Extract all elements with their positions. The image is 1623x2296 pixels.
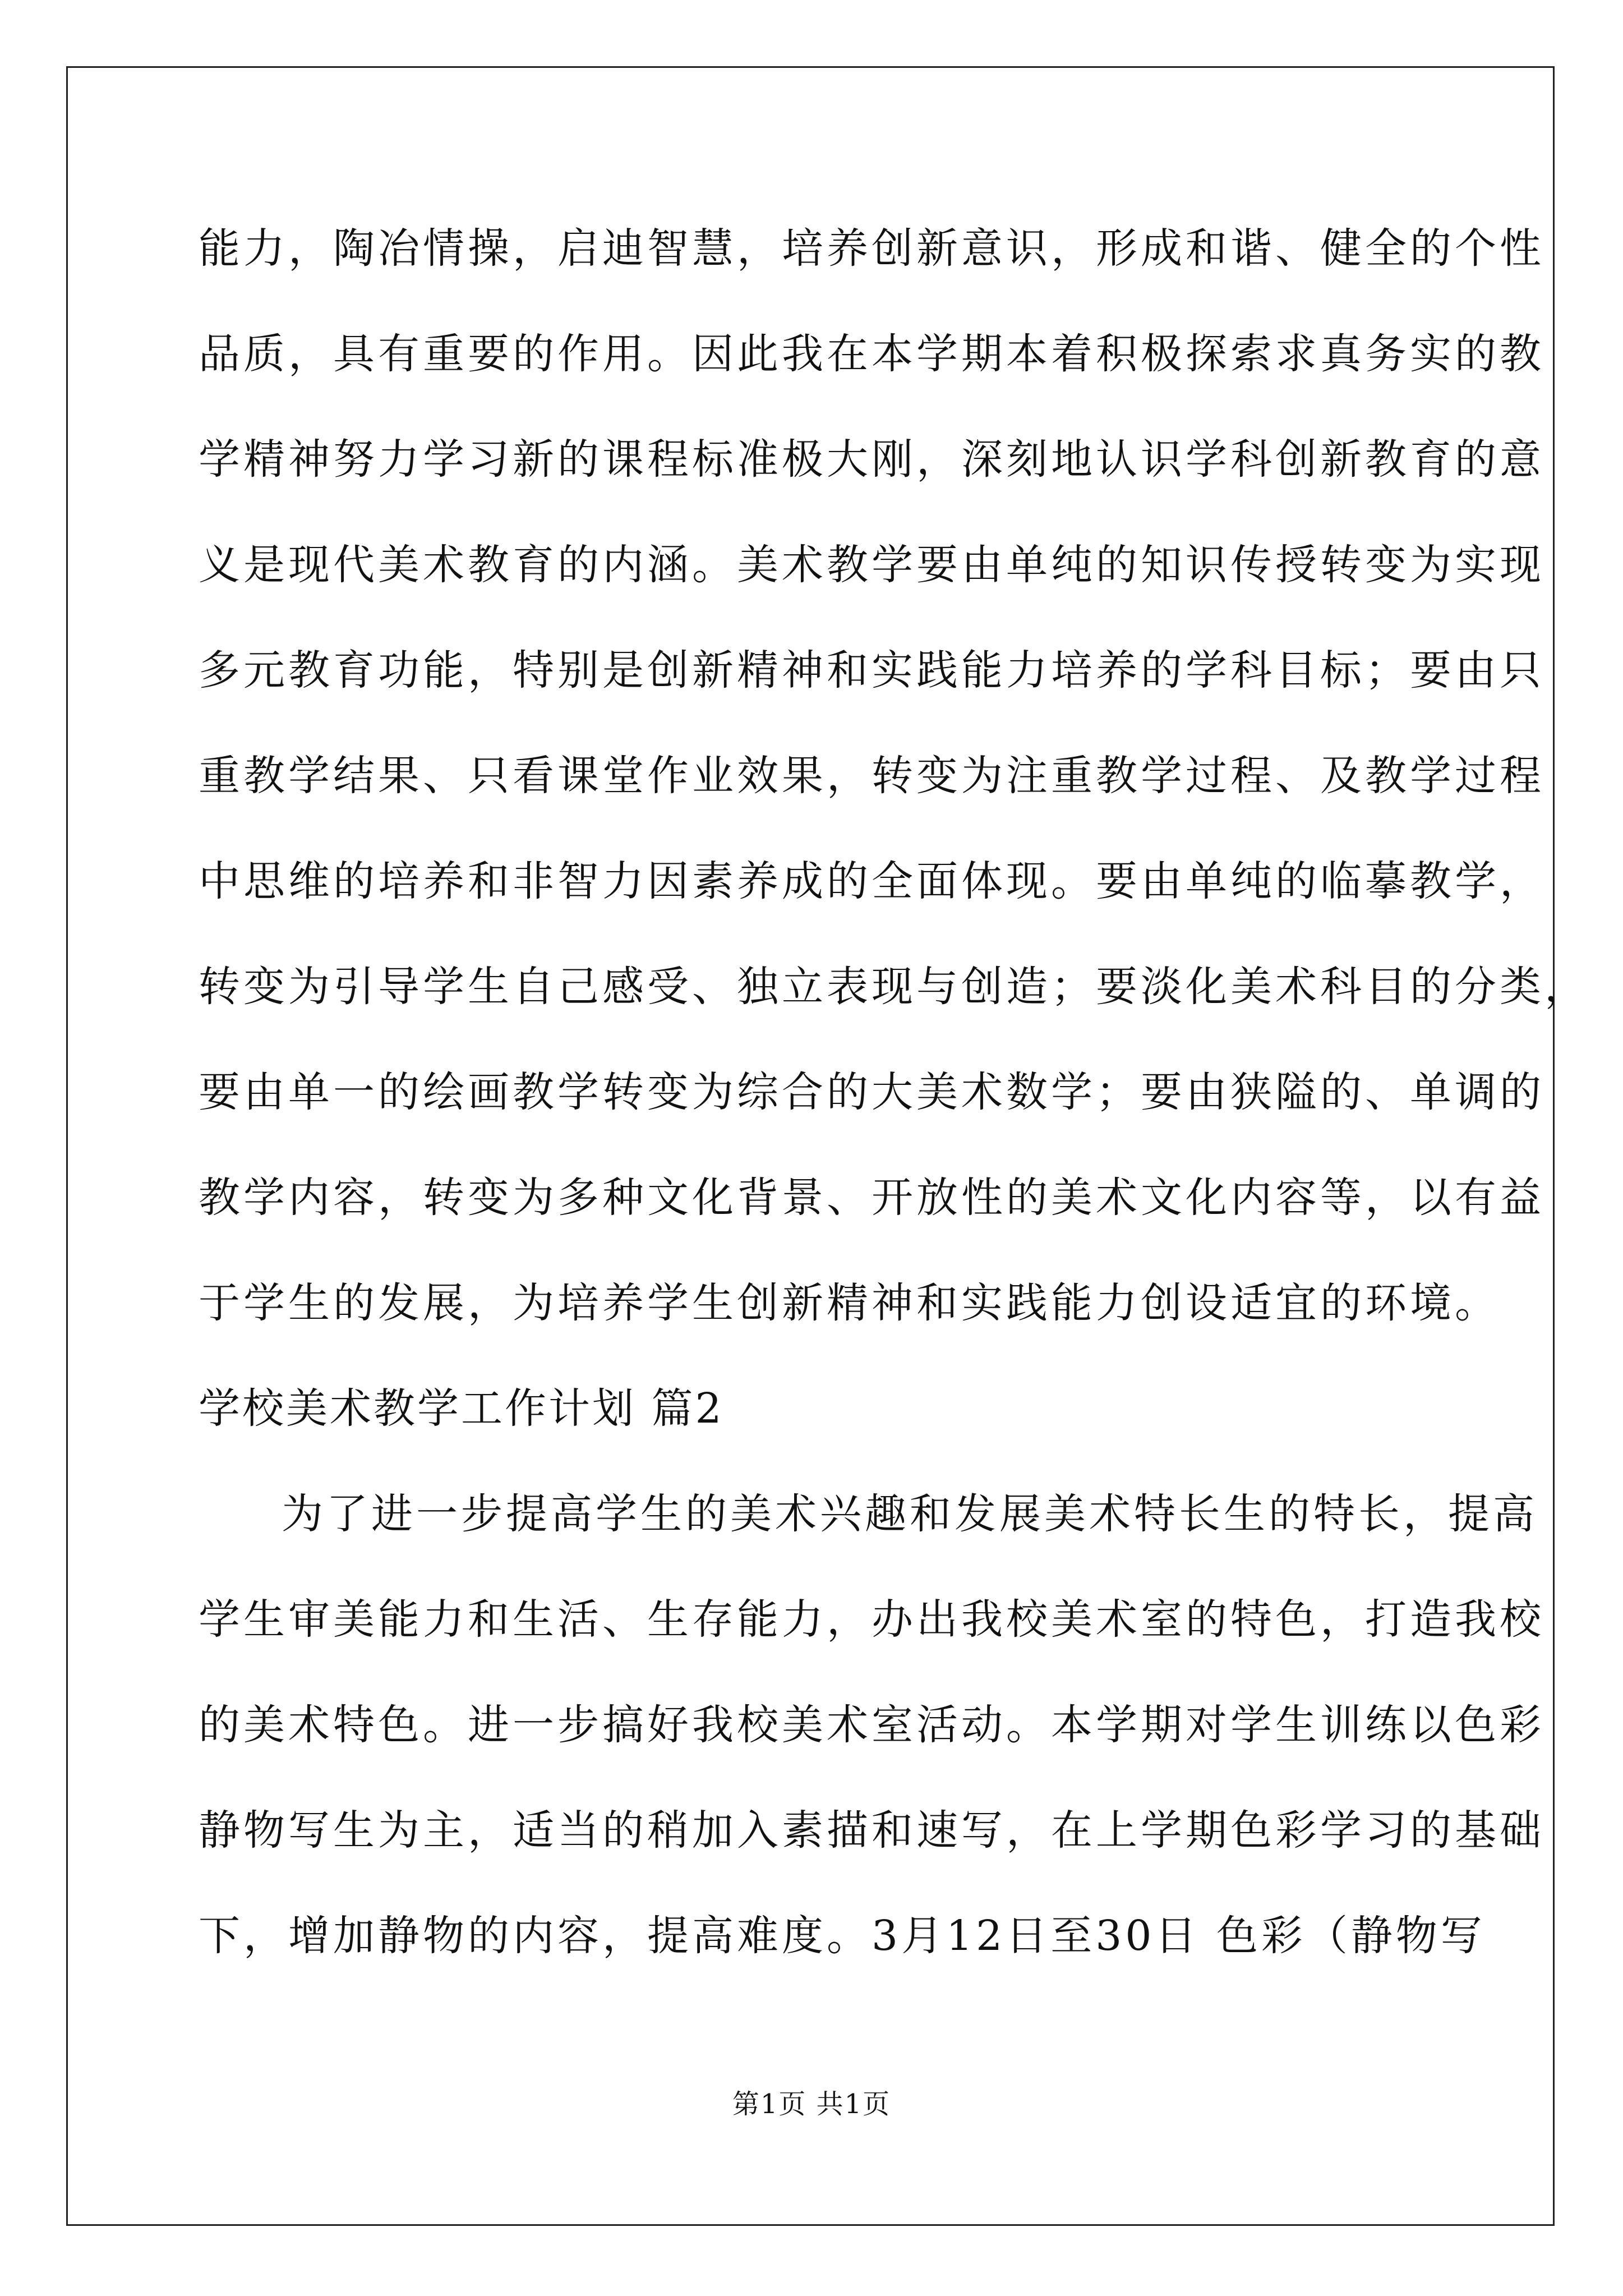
section-heading: 学校美术教学工作计划 篇2 bbox=[199, 1384, 724, 1433]
paragraph-2-line: 下，增加静物的内容，提高难度。3月12日至30日 色彩（静物写 bbox=[199, 1912, 1486, 1960]
paragraph-2-line: 的美术特色。进一步搞好我校美术室活动。本学期对学生训练以色彩 bbox=[199, 1701, 1544, 1749]
page-footer: 第1页 共1页 bbox=[732, 2088, 891, 2120]
paragraph-1-line: 品质，具有重要的作用。因此我在本学期本着积极探索求真务实的教 bbox=[199, 330, 1544, 378]
paragraph-1-line: 转变为引导学生自己感受、独立表现与创造；要淡化美术科目的分类， bbox=[199, 963, 1589, 1011]
paragraph-1-line: 重教学结果、只看课堂作业效果，转变为注重教学过程、及教学过程 bbox=[199, 752, 1544, 800]
paragraph-1-line: 义是现代美术教育的内涵。美术教学要由单纯的知识传授转变为实现 bbox=[199, 541, 1544, 589]
paragraph-2-line: 静物写生为主，适当的稍加入素描和速写，在上学期色彩学习的基础 bbox=[199, 1806, 1544, 1855]
paragraph-1-line: 要由单一的绘画教学转变为综合的大美术数学；要由狭隘的、单调的 bbox=[199, 1068, 1544, 1116]
paragraph-2-line: 学生审美能力和生活、生存能力，办出我校美术室的特色，打造我校 bbox=[199, 1595, 1544, 1644]
paragraph-2-line: 为了进一步提高学生的美术兴趣和发展美术特长生的特长，提高 bbox=[282, 1490, 1538, 1538]
paragraph-1-line: 于学生的发展，为培养学生创新精神和实践能力创设适宜的环境。 bbox=[199, 1279, 1500, 1327]
document-body bbox=[199, 212, 1589, 2005]
paragraph-1-line: 能力，陶冶情操，启迪智慧，培养创新意识，形成和谐、健全的个性 bbox=[199, 224, 1544, 273]
paragraph-1-line: 多元教育功能，特别是创新精神和实践能力培养的学科目标；要由只 bbox=[199, 646, 1544, 694]
paragraph-1-line: 教学内容，转变为多种文化背景、开放性的美术文化内容等，以有益 bbox=[199, 1174, 1544, 1222]
paragraph-1-line: 中思维的培养和非智力因素养成的全面体现。要由单纯的临摹教学， bbox=[199, 857, 1544, 905]
paragraph-1-line: 学精神努力学习新的课程标准极大刚，深刻地认识学科创新教育的意 bbox=[199, 435, 1544, 484]
